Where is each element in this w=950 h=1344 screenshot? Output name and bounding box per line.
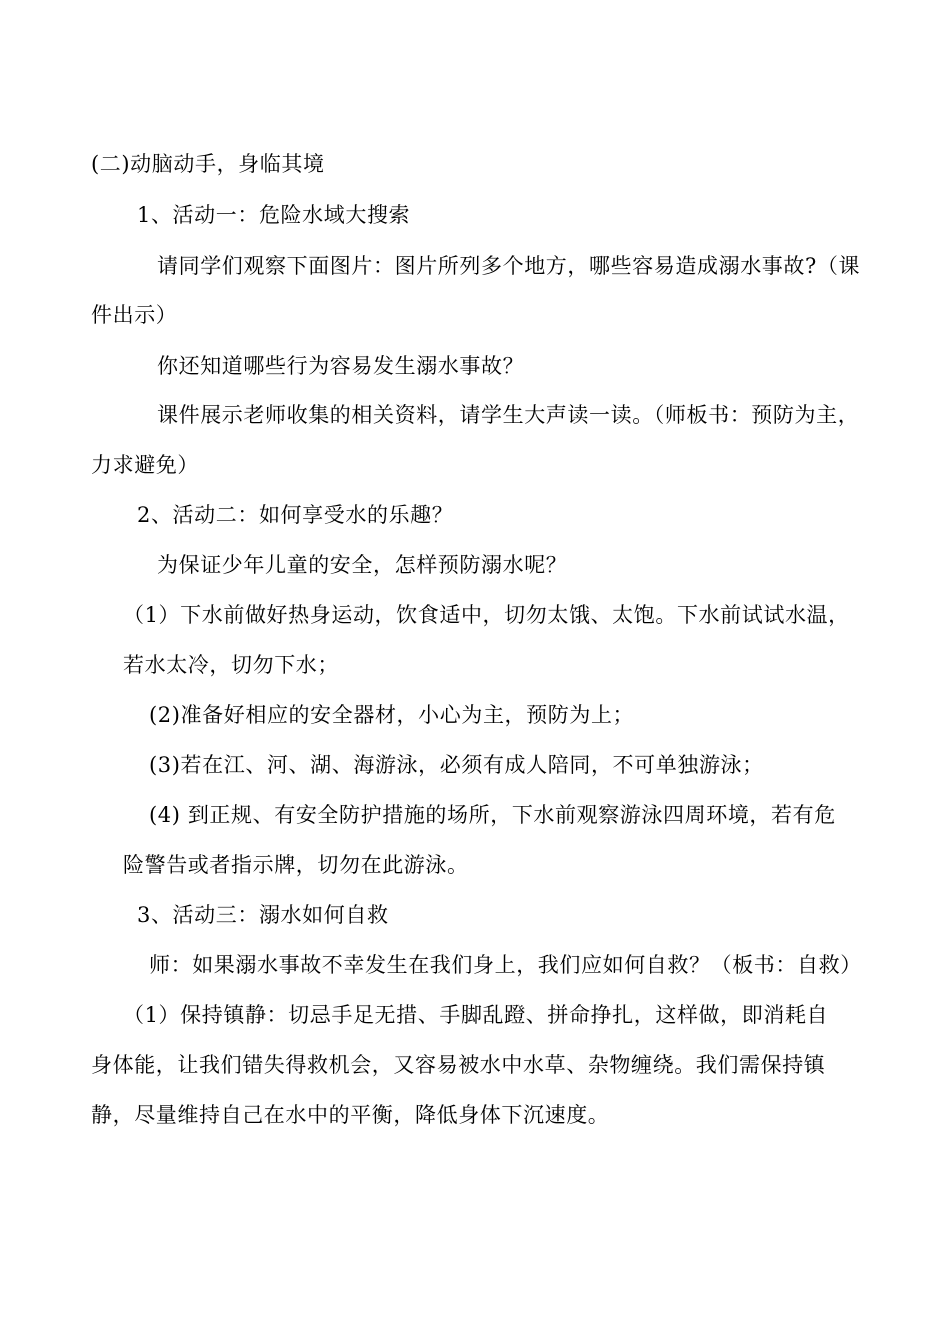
paragraph-line: 身体能，让我们错失得救机会，又容易被水中水草、杂物缠绕。我们需保持镇 (91, 1053, 826, 1077)
list-item-line: (3)若在江、河、湖、海游泳，必须有成人陪同，不可单独游泳； (149, 753, 764, 777)
paragraph-line: 你还知道哪些行为容易发生溺水事故？ (157, 354, 525, 378)
paragraph-line: 请同学们观察下面图片：图片所列多个地方，哪些容易造成溺水事故?（课 (157, 254, 861, 278)
list-item-line: 若水太冷，切勿下水； (123, 653, 339, 677)
list-item-line: 险警告或者指示牌，切勿在此游泳。 (123, 853, 469, 877)
section-heading: (二)动脑动手，身临其境 (91, 152, 325, 176)
list-item-line: （1）保持镇静：切忌手足无措、手脚乱蹬、拼命挣扎，这样做，即消耗自 (123, 1003, 829, 1027)
activity-3-heading: 3、活动三：溺水如何自救 (137, 903, 389, 927)
paragraph-line: 力求避免） (91, 453, 199, 477)
paragraph-line: 课件展示老师收集的相关资料，请学生大声读一读。（师板书：预防为主， (157, 403, 860, 427)
paragraph-line: 为保证少年儿童的安全，怎样预防溺水呢？ (157, 553, 568, 577)
activity-2-heading: 2、活动二：如何享受水的乐趣？ (137, 503, 454, 527)
list-item-line: (4) 到正规、有安全防护措施的场所，下水前观察游泳四周环境，若有危 (149, 803, 836, 827)
paragraph-line: 静，尽量维持自己在水中的平衡，降低身体下沉速度。 (91, 1103, 610, 1127)
activity-1-heading: 1、活动一：危险水域大搜索 (137, 203, 411, 227)
list-item-line: (2)准备好相应的安全器材，小心为主，预防为上； (149, 703, 635, 727)
paragraph-line: 件出示） (91, 303, 178, 327)
paragraph-line: 师：如果溺水事故不幸发生在我们身上，我们应如何自救？（板书：自救） (149, 953, 862, 977)
list-item-line: （1）下水前做好热身运动，饮食适中，切勿太饿、太饱。下水前试试水温， (123, 603, 850, 627)
